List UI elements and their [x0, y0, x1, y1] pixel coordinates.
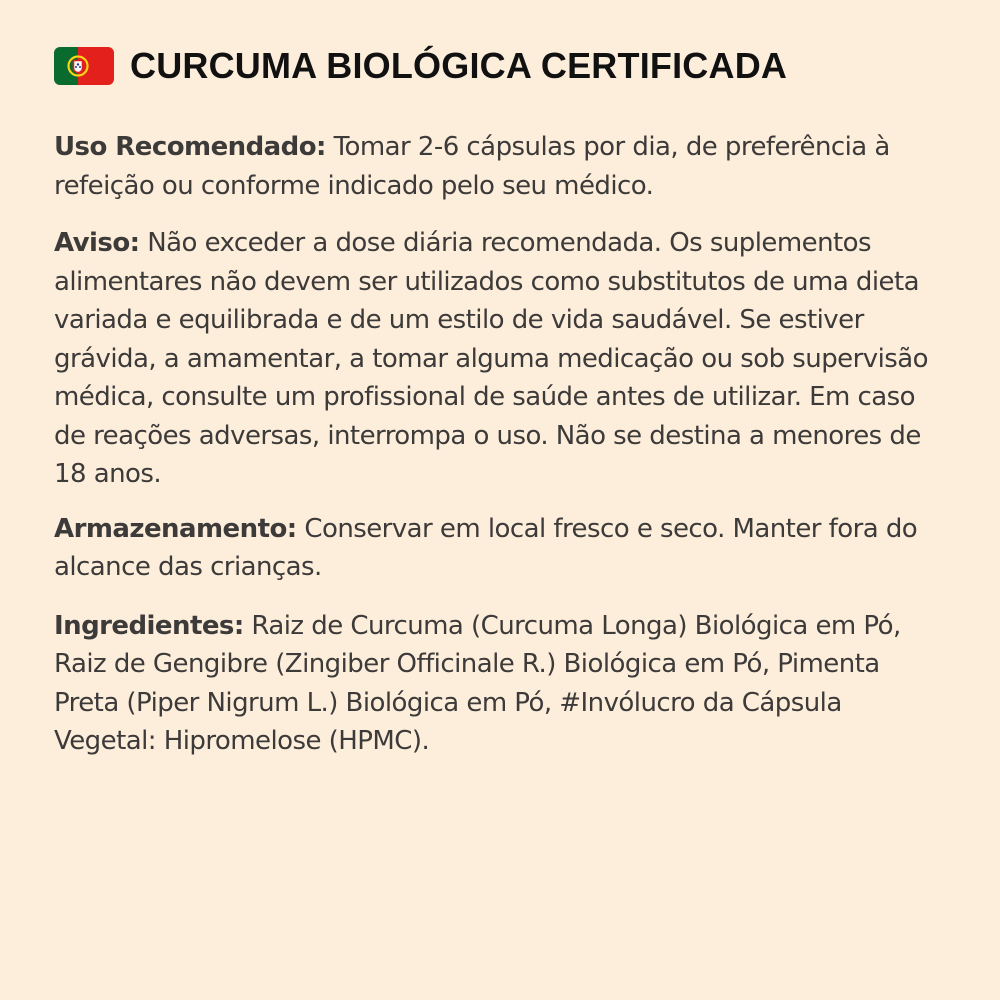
section-text-uso: Tomar 2-6 cápsulas por dia, de preferência à refeição ou conforme indicado pelo seu médico. — [54, 132, 890, 201]
section-label-aviso: Aviso: — [54, 228, 140, 258]
section-armazenamento — [54, 510, 950, 587]
section-label-armazenamento: Armazenamento: — [54, 513, 297, 544]
section-uso-recomendado — [54, 128, 950, 205]
section-label-ingredientes: Ingredientes: — [54, 610, 244, 641]
section-label-uso: Uso Recomendado: — [54, 132, 326, 162]
section-ingredientes — [54, 607, 950, 761]
header — [54, 44, 950, 88]
portugal-flag-icon — [54, 47, 114, 85]
section-text-armazenamento: Conservar em local fresco e seco. Manter fora do alcance das crianças. — [54, 513, 918, 582]
section-text-aviso: Não exceder a dose diária recomendada. Os suplementos alimentares não devem ser utilizados como substitutos de uma dieta variada e equilibrada e de um estilo de vida saudável. Se estiver grávida, a amamentar, a tomar alguma medicação ou sob supervisão médica, consulte um profissional de saúde antes de utilizar. Em caso de reações adversas, interrompa o uso. Não se destina a menores de 18 anos. — [54, 228, 928, 489]
section-aviso — [54, 224, 950, 494]
page-title: CURCUMA BIOLÓGICA CERTIFICADA — [130, 45, 788, 86]
section-text-ingredientes: Raiz de Curcuma (Curcuma Longa) Biológica em Pó, Raiz de Gengibre (Zingiber Officinale R.) Biológica em Pó, Pimenta Preta (Piper Nigrum L.) Biológica em Pó, #Invólucro da Cápsula Vegetal: Hipromelose (HPMC). — [54, 610, 901, 756]
